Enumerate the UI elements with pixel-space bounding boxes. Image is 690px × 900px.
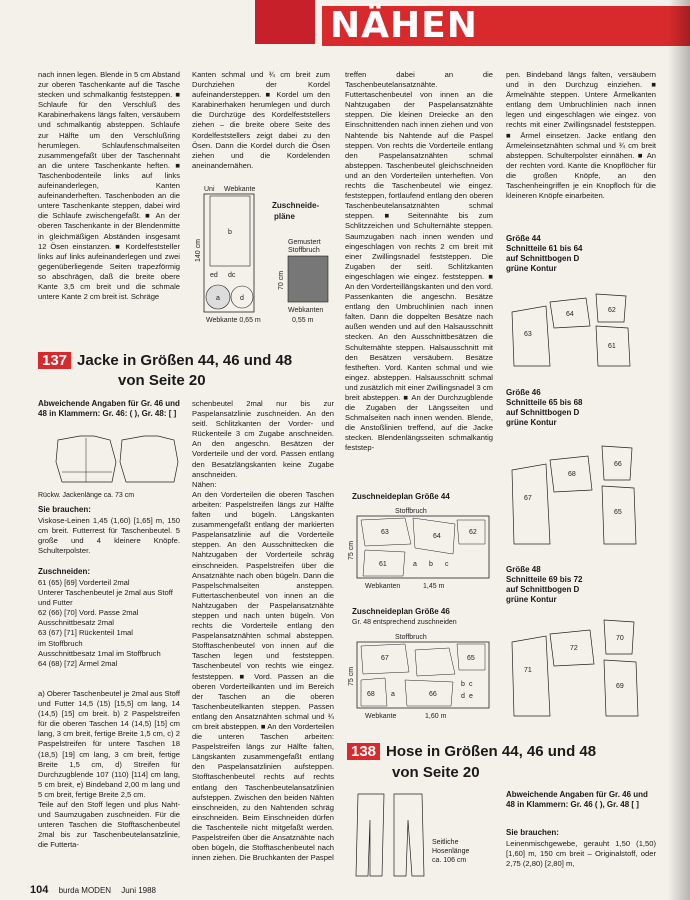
- cutting-plan-46: [345, 630, 495, 720]
- p46-piece-67: [512, 464, 550, 544]
- page-footer: [30, 884, 164, 896]
- pattern-pieces-44: [506, 282, 656, 372]
- g44-caption: Größe 44 Schnitteile 61 bis 64 auf Schnittbogen D grüne Kontur: [506, 234, 583, 273]
- zp44-m145: 1,45 m: [423, 583, 445, 590]
- p48-label-69: 69: [616, 683, 624, 690]
- jacket-back: [120, 436, 178, 482]
- piece-a-label: a: [216, 295, 220, 302]
- p44-label-62: 62: [608, 307, 616, 314]
- page-header-title: NÄHEN: [322, 6, 690, 46]
- text-column-4-top: pen. Bindeband längs falten, versäubern und in den Durchzug einziehen. ■ Ärmelnähte steppen. Untere Ärmelkanten entlang dem Umbruchlinien nach innen legen und eingeschlagen wie eingez. von rechts mit einer Zwillingsnadel feststeppen. ■ Ärmel einsetzen. Jacke entlang den Ärmeleinsetznähten schmal und ¾ cm breit absteppen. Schulterpolster einnähen. ■ An der rechten vord. Kante die Knopflöcher für die großen Knöpfe, an den Taschenheingriffen je ein Knopfloch für die kleineren Knöpfe einarbeiten.: [506, 70, 656, 201]
- zp44-label-64: 64: [433, 533, 441, 540]
- zp46-label-65: 65: [467, 655, 475, 662]
- text-column-2-top: Kanten schmal und ¾ cm breit zum Durchziehen der Kordel aufeinandersteppen. ■ Kordel um den Karabinerhaken herumlegen und durch die Durchzüge des Kordelfeststellers ziehen – die breite obere Seite des Kordelfeststellers zeigt dabei zu den Ösen. Dann die Kordel durch die Ösen ziehen und die Kordelenden aneinandernähen.: [192, 70, 330, 170]
- p44-label-64: 64: [566, 311, 574, 318]
- zp46-webkante: Webkante: [365, 713, 397, 720]
- section-138-number: 138: [347, 743, 380, 760]
- zp46-label-d: d: [461, 693, 465, 700]
- zp44-label-b: b: [429, 561, 433, 568]
- webkante-top-label: Webkante: [224, 186, 256, 193]
- p44-label-61: 61: [608, 343, 616, 350]
- pattern-pieces-46: [506, 434, 656, 554]
- piece-ed-label: ed: [210, 272, 218, 279]
- zp46-label-68: 68: [367, 691, 375, 698]
- webkante-bottom-label: Webkante 0,65 m: [206, 317, 261, 324]
- piece-dc-label: dc: [228, 272, 236, 279]
- p48-piece-71: [512, 636, 550, 716]
- section-137-title: [38, 352, 368, 369]
- zp44-cm75: 75 cm: [348, 540, 355, 560]
- cut-list: 61 (65) [69] Vorderteil 2mal Unterer Taschenbeutel je 2mal aus Stoff und Futter 62 (66) [70] Vord. Passe 2mal Ausschnittbesatz 2mal 63 (67) [71] Rückenteil 1mal im Stoffbruch Ausschnittbesatz 1mal im Stoffbruch 64 (68) [72] Ärmel 2mal: [38, 578, 173, 668]
- piece-d-label: d: [240, 295, 244, 302]
- needs-head: Sie brauchen:: [38, 505, 91, 514]
- trousers-sketch: [350, 790, 430, 880]
- trousers-caption: Seitliche Hosenlänge ca. 106 cm: [432, 839, 470, 864]
- p48-label-72: 72: [570, 645, 578, 652]
- section-137-subtitle: von Seite 20: [118, 372, 206, 389]
- patterned-fabric: [288, 256, 328, 302]
- cm140-label: 140 cm: [195, 239, 202, 262]
- g48-caption: Größe 48 Schnitteile 69 bis 72 auf Schnittbogen D grüne Kontur: [506, 565, 583, 604]
- p48-label-70: 70: [616, 635, 624, 642]
- cut-head: Zuschneiden:: [38, 567, 91, 576]
- col1-137-body: a) Oberer Taschenbeutel je 2mal aus Stoff und Futter 14,5 (15) [15,5] cm lang, 14 (14,5) [15] cm breit. b) 2 Paspelstreifen für die oberen Taschen 14 (14,5) [15] cm lang, 3 cm breit, fertige Breite 1,5 cm, c) 2 Paspelstreifen für untere Taschen 18 (18,5) [19] cm lang, 3 cm breit, fertige Breite 1,5 cm, d) Streifen für Durchzugblende 107 (110) [114] cm lang, 5 cm breit, e) Bindeband 2,00 m lang und 5 cm breit, fertige Breite 2,5 cm. Teile auf den Stoff legen und plus Naht- und Saumzugaben zuschneiden. Für die unteren Taschen die Stofftaschenbeutel 2mal bis zur Taschenbeutelansatzlinie, die Futterta-: [38, 689, 180, 850]
- gemustert-label: Gemustert: [288, 239, 321, 246]
- zp46-sub: Gr. 48 entsprechend zuschneiden: [352, 619, 457, 626]
- header-accent-bar: [255, 0, 315, 44]
- zp46-stoffbruch: Stoffbruch: [395, 634, 427, 641]
- zp44-label-62: 62: [469, 529, 477, 536]
- zp44-title: Zuschneideplan Größe 44: [352, 492, 450, 501]
- zuschneide-title-1: Zuschneide-: [272, 201, 320, 210]
- p46-label-65: 65: [614, 509, 622, 516]
- zp46-label-67: 67: [381, 655, 389, 662]
- section-138-subtitle: von Seite 20: [392, 764, 480, 781]
- zp46-label-c: c: [469, 681, 473, 688]
- section-138-needs-head: Sie brauchen:: [506, 828, 559, 837]
- zp44-webkanten: Webkanten: [365, 583, 401, 590]
- m055-label: 0,55 m: [292, 317, 314, 324]
- section-138-head: Abweichende Angaben für Gr. 46 und 48 in Klammern: Gr. 46 ( ), Gr. 48 [ ]: [506, 790, 648, 809]
- zp46-label-a: a: [391, 691, 395, 698]
- section-137-heading: Jacke in Größen 44, 46 und 48: [77, 352, 293, 369]
- jacket-caption: Rückw. Jackenlänge ca. 73 cm: [38, 492, 135, 499]
- zp46-label-66: 66: [429, 691, 437, 698]
- piece-b-label: b: [228, 229, 232, 236]
- page-number: 104: [30, 884, 49, 896]
- section-138-heading: Hose in Größen 44, 46 und 48: [386, 743, 597, 760]
- zp44-stoffbruch: Stoffbruch: [395, 508, 427, 515]
- uni-label: Uni: [204, 186, 215, 193]
- zp46-m160: 1,60 m: [425, 713, 447, 720]
- section-138-title: [347, 743, 667, 760]
- col1-137-head: Abweichende Angaben für Gr. 46 und 48 in Klammern: Gr. 46: ( ), Gr. 48: [ ]: [38, 399, 180, 418]
- pattern-pieces-48: [506, 612, 656, 722]
- zp46-title: Zuschneideplan Größe 46: [352, 607, 450, 616]
- zp46-piece-65: [415, 648, 455, 676]
- zp44-label-a: a: [413, 561, 417, 568]
- cutting-plan-44: [345, 504, 495, 596]
- zuschneide-title-2: pläne: [274, 212, 295, 221]
- issue-date: Juni 1988: [121, 886, 156, 895]
- p44-label-63: 63: [524, 331, 532, 338]
- trousers-back: [394, 794, 424, 876]
- zp44-label-63: 63: [381, 529, 389, 536]
- magazine-name: burda MODEN: [58, 886, 112, 895]
- stoffbruch-small-label: Stoffbruch: [288, 247, 320, 254]
- p48-label-71: 71: [524, 667, 532, 674]
- g46-caption: Größe 46 Schnitteile 65 bis 68 auf Schnittbogen D grüne Kontur: [506, 388, 583, 427]
- zp44-fabric: [357, 516, 489, 578]
- section-138-needs: Leinenmischgewebe, gerauht 1,50 (1,50) [1,60] m, 150 cm breit – Originalstoff, oder 2,75 (2,80) [2,80] m,: [506, 839, 656, 869]
- section-137-number: 137: [38, 352, 71, 369]
- cutting-plan-small-figure: [192, 182, 342, 330]
- zp46-label-b: b: [461, 681, 465, 688]
- jacket-sketch: [40, 432, 180, 488]
- trousers-front: [356, 794, 384, 876]
- p46-label-66: 66: [614, 461, 622, 468]
- text-column-1-top: nach innen legen. Blende in 5 cm Abstand zur oberen Taschenkante auf die Tasche stecken und schmalkantig feststeppen. ■ Schlaufe für den Verschluß des Karabinerhakens längs falten, versäubern und schmalkantig absteppen. Schlaufe zur Hälfte um den Verschlußring herumlegen. Schlaufenschmalseiten zusammengefaßt über der Taschennaht an die untere Taschenkante heften. ■ Taschenbodenteile links auf links aufeinanderlegen, Kanten aufeinanderheften. Taschenboden an die untere Taschenkante steppen, dabei wird die Schlaufe zwischengefaßt. ■ An der oberen Taschenkante in der Blendenmitte in gleichmäßigen Abständen insgesamt 12 Ösen einstanzen. ■ Kordelfeststeller links auf links aufeinanderlegen und zwei gegenüberliegende Seiten trapezförmig so abschrägen, daß die breite obere Kante 3,5 cm breit und die schmale untere Kante 2 cm breit ist. Schräge: [38, 70, 180, 302]
- p46-label-68: 68: [568, 471, 576, 478]
- zp44-label-c: c: [445, 561, 449, 568]
- page-gutter-shadow: [668, 0, 690, 900]
- cm70-label: 70 cm: [278, 270, 285, 290]
- needs-text: Viskose-Leinen 1,45 (1,60) [1,65] m, 150 cm breit. Futterrest für Taschenbeutel. 5 große und 4 kleinere Knöpfe. Schulterpolster.: [38, 516, 180, 556]
- text-column-3-top: treffen dabei an die Taschenbeutelansatznähte. Futtertaschenbeutel von innen an die Nahtzugaben der Paspelansatznähte steppen. Die kleinen Dreiecke an den Einschnittenden nach innen ziehen und von Nahtende bis Nahtende auf die Paspel steppen. Von rechts die Vorderteile entlang den Paspelansatznähten schmal absteppen. Taschenbeutel gleichschneiden und an den Vorderteilen unterheften. Von rechts die Taschenbeutel wie eingez. feststeppen, fortlaufend entlang den oberen Taschenbeutelansatznähten schmal steppen. ■ Seitennähte bis zum Schlitzzeichen und Schulternähte steppen. Saumzugaben nach innen wenden und eingeschlagen von rechts 2 cm breit mit einer Zwillingsnadel feststeppen. Die Zugaben der seitl. Schlitzkanten eingeschlagen wie eingez. feststeppen. ■ An den Vorderteillängskanten und den vord. Passenkanten die angeschn. Besätze entlang den Umbruchlinien nach innen falten. Dann die doppelten Besätze nach außen wenden und auf den Halsausschnitt stecken. An den Ausschnittbesätzen die Schulternähte steppen. Halsausschnitt mit den Besätzen versäubern. Besätze festheften. Vord. Kanten schmal und wie eingez. absteppen. Halsausschnitt schmal und zusätzlich mit einer Zwillingsnadel 3 cm breit absteppen. ■ An der Durchzugblende die Zugaben der Längsseiten und Schmalseiten nach innen wenden. Blende, die Anstoßlinien treffend, auf die Jacke stecken. Blendenlängsseiten schmalkantig feststep-: [345, 70, 493, 453]
- zp44-label-61: 61: [379, 561, 387, 568]
- webkanten-small-label: Webkanten: [288, 307, 324, 314]
- p46-label-67: 67: [524, 495, 532, 502]
- text-column-2-137: schenbeutel 2mal nur bis zur Paspelansatzlinie zuschneiden. An den seitl. Schlitzkanten der Vorder- und Rückenteile 3 cm Zugabe anschneiden. An den angeschn. Besätzen der Vorderteile und der vord. Passen entlang den Besatzlängskanten keine Zugabe anschneiden. Nähen: An den Vorderteilen die oberen Taschen arbeiten: Paspelstreifen längs zur Hälfte falten und bügeln. Längskanten zusammengefaßt entlang der markierten Paspelansatzlinie auf die Vorderteile steppen. An den Ausschnittecken die Nahtzugaben der Vorderteile schräg einschneiden. Paspelstreifen über die Ansatznähte nach oben bügeln. Dann die Paspelschmalseiten ansteppen. Futtertaschenbeutel von innen an die Nahtzugaben der Paspelansatznähte steppen und nach unten bügeln. Von rechts die Vorderteile entlang den Paspelansatznähten schmal absteppen. Stofftaschenbeutel von innen auf die Taschen legen und feststeppen. Taschenbeutel von rechts wie eingez. feststeppen. ■ Vord. Passen an die oberen Vorderteilkanten und im Bereich der Taschen an die oberen Taschenbeutelkanten steppen. Passen entlang den Ansatznähten schmal und ¾ cm breit absteppen. ■ An den Vorderteilen die unteren Taschen arbeiten: Paspelstreifen längs zur Hälfte falten, Längskanten zusammengefaßt entlang den Paspelansatzlinien aufsteppen. Stofftaschenbeutel rechts auf rechts entlang den Taschenbeutelansatzlinien aufsteppen. Zwischen den beiden Nähten einschneiden, zu den Nahtenden schräg einschneiden. Beim Einschneiden dürfen die Taschenteile nicht mitgefaßt werden. Paspelstreifen über die Ansatznähte nach oben bügeln, die Stofftaschenbeutel nach innen ziehen. Die Bruchkanten der Paspel: [192, 399, 334, 863]
- zp46-cm75: 75 cm: [348, 666, 355, 686]
- zp46-label-e: e: [469, 693, 473, 700]
